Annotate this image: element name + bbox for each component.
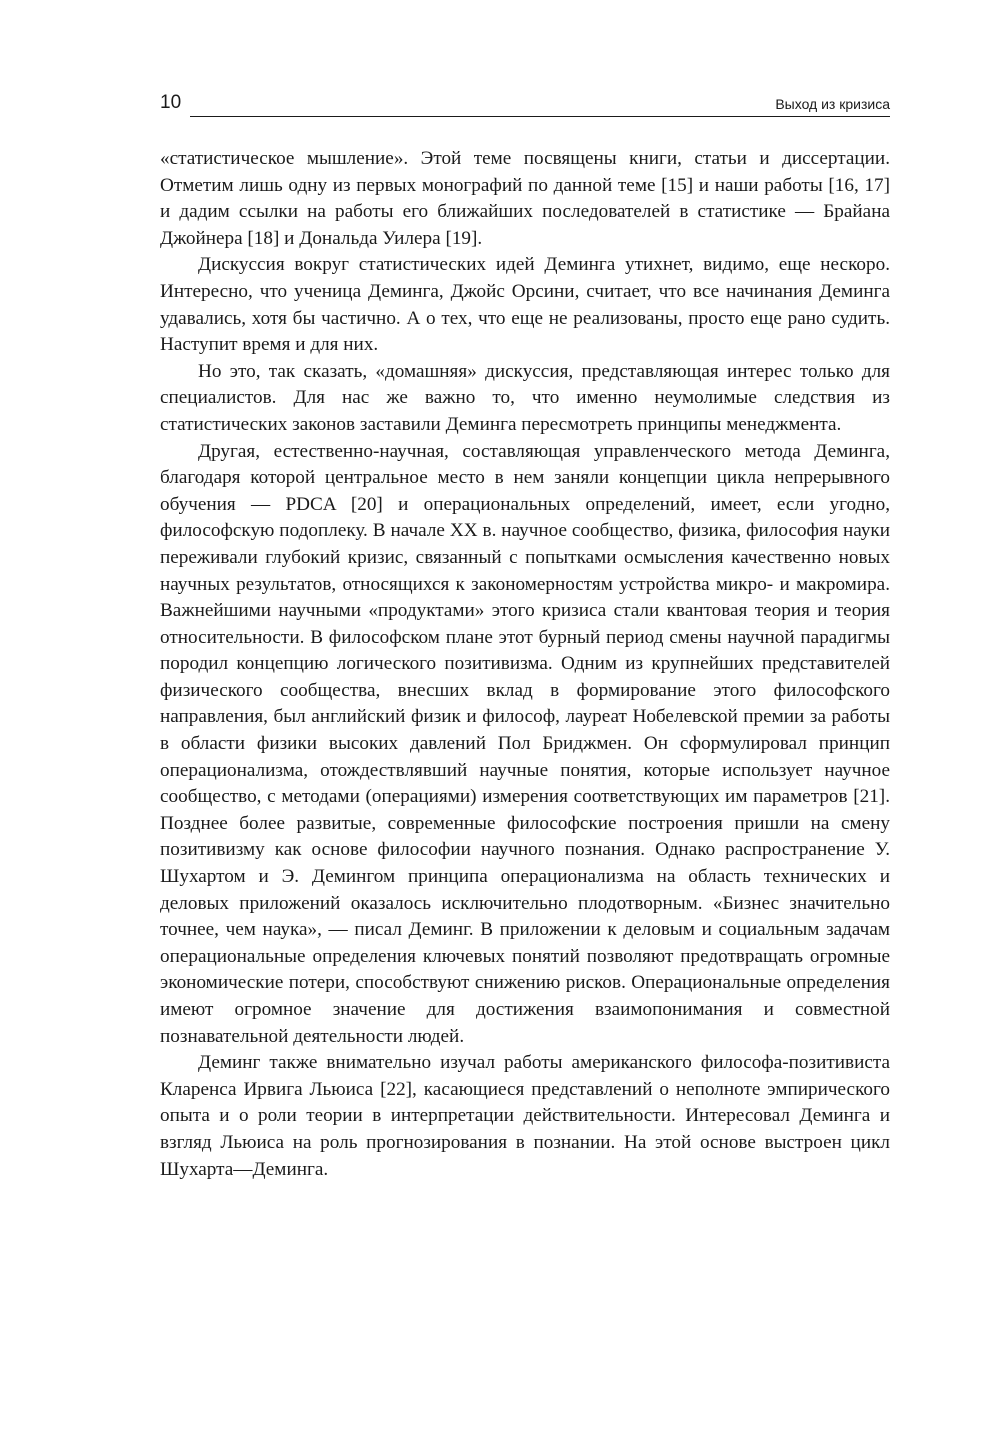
page-number: 10 (160, 92, 182, 113)
paragraph: Деминг также внимательно изучал работы американского философа-позитивиста Кларенса Ирвига Льюиса [22], касающиеся представлений о неполноте эмпирического опыта и о роли теории в интерпретации действительности. Интересовал Деминга и взгляд Льюиса на роль прогнозирования в познании. На этой основе выстроен цикл Шухарта—Деминга. (160, 1052, 890, 1180)
paragraph-continued: «статистическое мышление». Этой теме посвящены книги, статьи и диссертации. Отметим лишь одну из первых монографий по данной теме [15] и наши работы [16, 17] и дадим ссылки на работы его ближайших последователей в статистике — Брайана Джойнера [18] и Дональда Уилера [19]. (160, 148, 890, 249)
body-text (160, 146, 890, 1183)
paragraph: Но это, так сказать, «домашняя» дискуссия, представляющая интерес только для специалистов. Для нас же важно то, что именно неумолимые следствия из статистических законов заставили Деминга пересмотреть принципы менеджмента. (160, 360, 890, 435)
header-rule (190, 116, 890, 117)
running-title: Выход из кризиса (775, 96, 890, 112)
paragraph: Дискуссия вокруг статистических идей Деминга утихнет, видимо, еще нескоро. Интересно, что ученица Деминга, Джойс Орсини, считает, что все начинания Деминга удавались, хотя бы частично. А о тех, что еще не реализованы, просто еще рано судить. Наступит время и для них. (160, 254, 890, 356)
page-header (160, 92, 890, 122)
paragraph: Другая, естественно-научная, составляющая управленческого метода Деминга, благодаря которой центральное место в нем заняли концепции цикла непрерывного обучения — PDCA [20] и операциональных определений, имеет, если угодно, философскую подоплеку. В начале XX в. научное сообщество, физика, философия науки переживали глубокий кризис, связанный с попытками осмысления качественно новых научных результатов, относящихся к закономерностям устройства микро- и макромира. Важнейшими научными «продуктами» этого кризиса стали квантовая теория и теория относительности. В философском плане этот бурный период смены научной парадигмы породил концепцию логического позитивизма. Одним из крупнейших представителей физического сообщества, внесших вклад в формирование этого философского направления, был английский физик и философ, лауреат Нобелевской премии за работы в области физики высоких давлений Пол Бриджмен. Он сформулировал принцип операционализма, отождествлявший научные понятия, которые использует научное сообщество, с методами (операциями) измерения соответствующих им параметров [21]. Позднее более развитые, современные философские построения пришли на смену позитивизму как основе философии научного познания. Однако распространение У. Шухартом и Э. Демингом принципа операционализма на область технических и деловых приложений оказалось исключительно плодотворным. «Бизнес значительно точнее, чем наука», — писал Деминг. В приложении к деловым и социальным задачам операциональные определения ключевых понятий позволяют предотвращать огромные экономические потери, способствуют снижению рисков. Операциональные определения имеют огромное значение для достижения взаимопонимания и совместной познавательной деятельности людей. (160, 440, 890, 1047)
